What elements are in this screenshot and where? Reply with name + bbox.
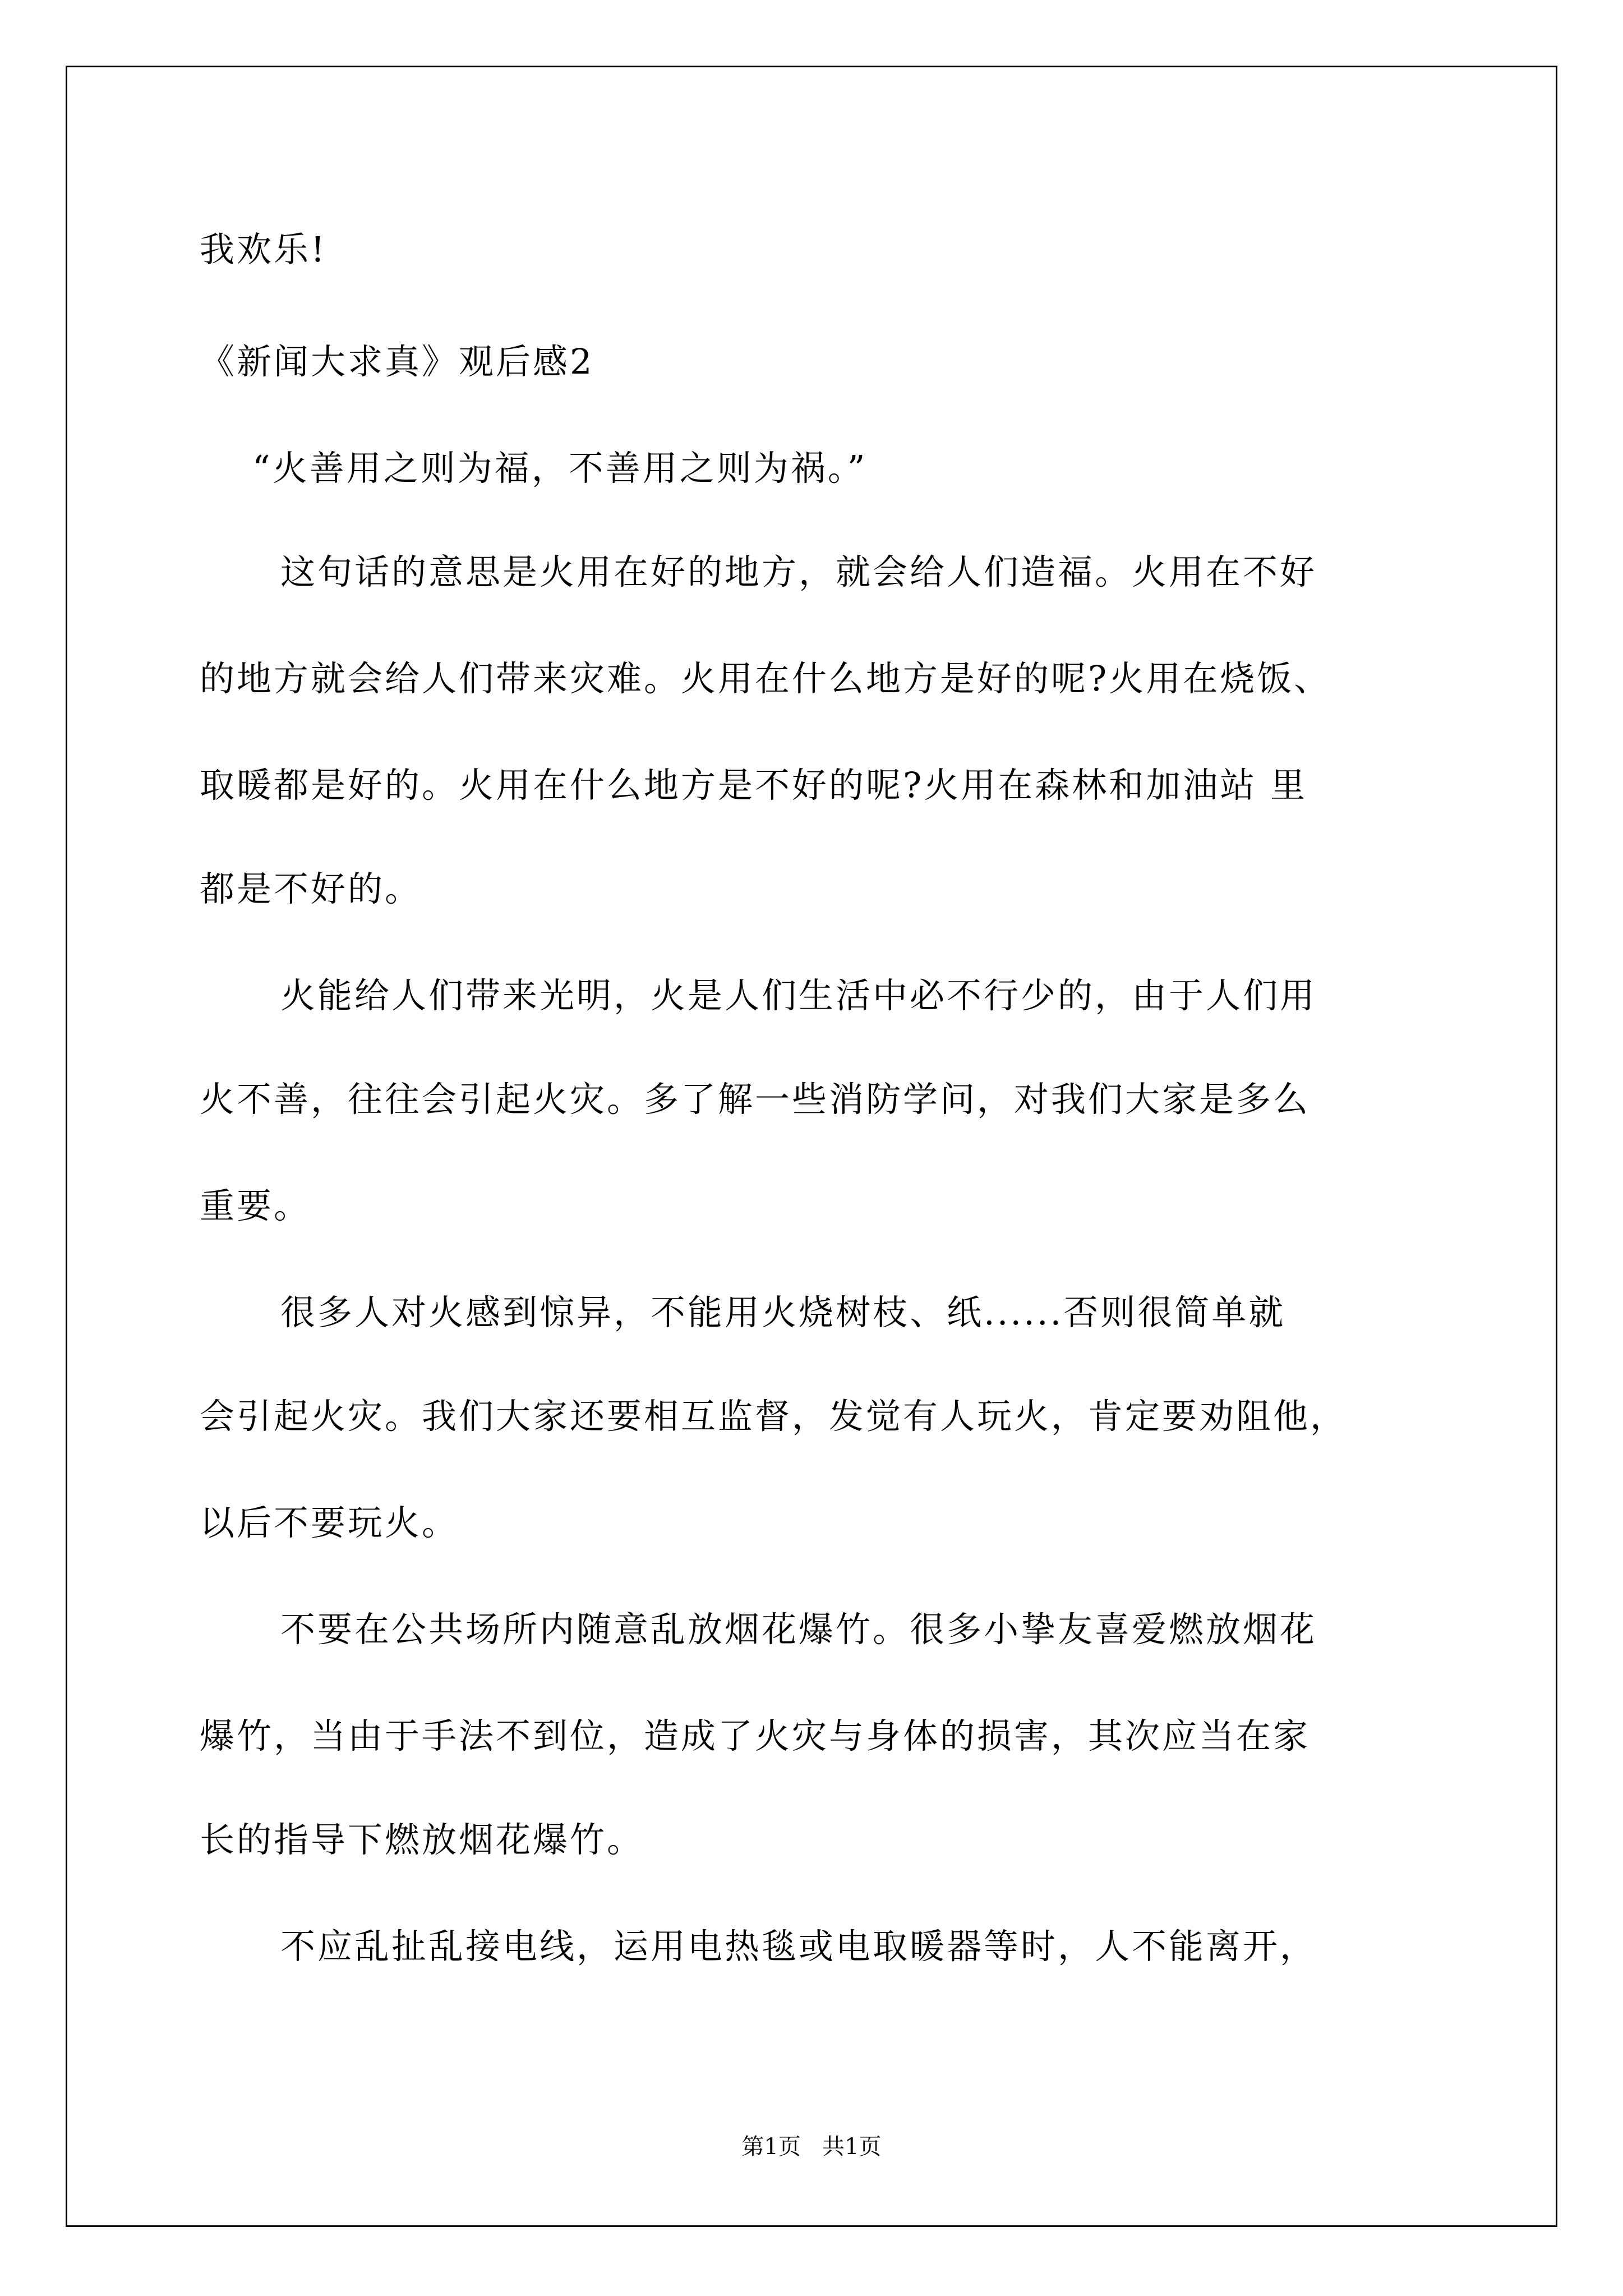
paragraph-5-line-1: 不应乱扯乱接电线，运用电热毯或电取暖器等时，人不能离开， (280, 1926, 1317, 1967)
paragraph-2-line-1: 火能给人们带来光明，火是人们生活中必不行少的，由于人们用 (280, 975, 1317, 1016)
paragraph-4-line-2: 爆竹，当由于手法不到位，造成了火灾与身体的损害，其次应当在家 (200, 1715, 1311, 1756)
paragraph-2-line-3: 重要。 (200, 1185, 311, 1226)
paragraph-1-line-4: 都是不好的。 (200, 868, 422, 909)
quote-line: “火善用之则为福，不善用之则为祸。” (252, 448, 868, 489)
paragraph-4-line-3: 长的指导下燃放烟花爆竹。 (200, 1819, 644, 1860)
paragraph-3-line-1: 很多人对火感到惊异，不能用火烧树枝、纸......否则很简单就 (280, 1292, 1286, 1333)
paragraph-3-line-2: 会引起火灾。我们大家还要相互监督，发觉有人玩火，肯定要劝阻他， (200, 1396, 1348, 1437)
page-footer: 第1页 共1页 (741, 2134, 882, 2160)
page-border (66, 66, 1557, 2227)
text-line-1: 我欢乐! (200, 229, 327, 270)
paragraph-3-line-3: 以后不要玩火。 (200, 1502, 459, 1543)
paragraph-1-line-3: 取暖都是好的。火用在什么地方是不好的呢?火用在森林和加油站 里 (200, 765, 1307, 806)
paragraph-1-line-1: 这句话的意思是火用在好的地方，就会给人们造福。火用在不好 (280, 551, 1317, 592)
paragraph-2-line-2: 火不善，往往会引起火灾。多了解一些消防学问，对我们大家是多么 (200, 1079, 1311, 1120)
essay-title: 《新闻大求真》观后感2 (200, 341, 594, 382)
paragraph-4-line-1: 不要在公共场所内随意乱放烟花爆竹。很多小挚友喜爱燃放烟花 (280, 1609, 1317, 1650)
paragraph-1-line-2: 的地方就会给人们带来灾难。火用在什么地方是好的呢?火用在烧饭、 (200, 658, 1331, 699)
